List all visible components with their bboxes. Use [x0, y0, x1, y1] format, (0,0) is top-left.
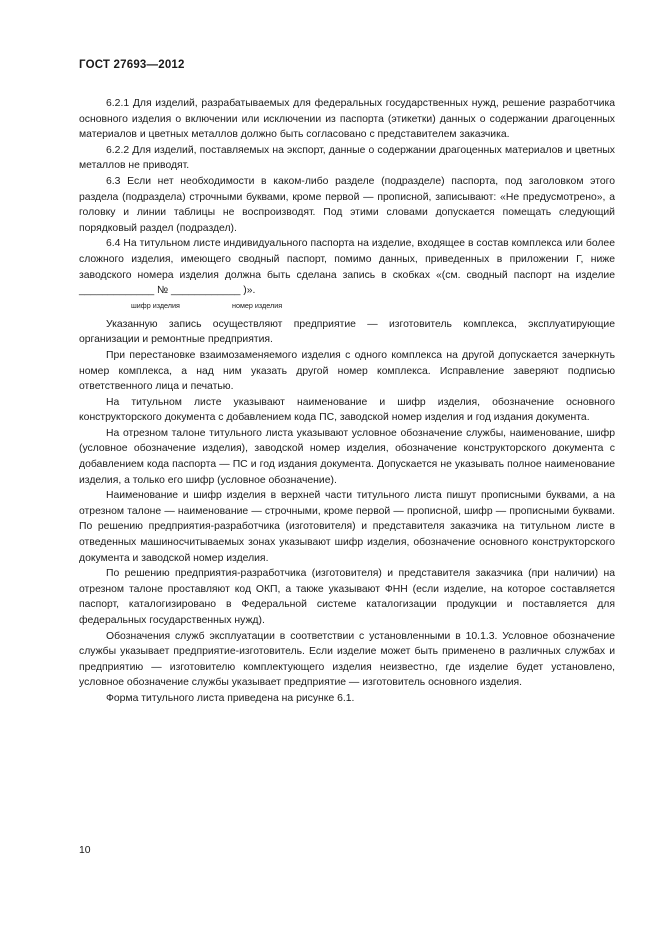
- caption-number: номер изделия: [232, 300, 283, 310]
- field-captions: [79, 300, 615, 313]
- paragraph: На отрезном талоне титульного листа указывают условное обозначение службы, наименование, шифр (условное обозначение изделия), заводской номер изделия, обозначение конструкторского документа с добавлением кода паспорта — ПС и год издания документа. Допускается не указывать полное наименование изделия, а только его шифр (условное обозначение).: [79, 427, 615, 486]
- paragraph: Обозначения служб эксплуатации в соответствии с установленными в 10.1.3. Условное обозначение службы указывает предприятие-изготовитель. Если изделие может быть применено в различных службах и предприятию — изготовителю комплектующего изделия неизвестно, где изделие будет установлено, условное обозначение службы указывает предприятие — изготовитель основного изделия.: [79, 630, 615, 689]
- document-body: [79, 96, 615, 707]
- paragraph: Форма титульного листа приведена на рисунке 6.1.: [106, 692, 355, 704]
- paragraph: Указанную запись осуществляют предприятие — изготовитель комплекса, эксплуатирующие организации и ремонтные предприятия.: [79, 318, 615, 346]
- page-number: 10: [79, 845, 91, 856]
- paragraph: На титульном листе указывают наименование и шифр изделия, обозначение основного конструкторского документа с добавлением кода ПС, заводской номер изделия и год издания документа.: [79, 396, 615, 424]
- paragraph-6-3: 6.3 Если нет необходимости в каком-либо разделе (подразделе) паспорта, под заголовком этого раздела (подраздела) строчными буквами, кроме первой — прописной, записывают: «Не предусмотрено», а головку и линии таблицы не воспроизводят. Под этими словами допускается помещать следующий порядковый раздел (подраздел).: [79, 175, 615, 234]
- paragraph-6-2-1: 6.2.1 Для изделий, разрабатываемых для федеральных государственных нужд, решение разработчика основного изделия о включении или исключении из паспорта (этикетки) данных о содержании драгоценных материалов и цветных металлов должно быть согласовано с представителем заказчика.: [79, 98, 615, 141]
- caption-cipher: шифр изделия: [131, 300, 180, 310]
- paragraph: При перестановке взаимозаменяемого изделия с одного комплекса на другой допускается зачеркнуть номер комплекса, а над ним указать другой номер комплекса. Исправление заверяют подписью ответственного лица и печатью.: [79, 349, 615, 393]
- paragraph: Наименование и шифр изделия в верхней части титульного листа пишут прописными буквами, а на отрезном талоне — наименование — строчными, кроме первой — прописной, шифр — прописными буквами. По решению предприятия-разработчика (изготовителя) и представителя заказчика на титульном листе в отведенных машиносчитываемых зонах указывают шифр изделия, обозначение основного конструкторского документа и заводской номер изделия.: [79, 490, 615, 564]
- paragraph: По решению предприятия-разработчика (изготовителя) и представителя заказчика (при наличии) на отрезном талоне проставляют код ОКП, а также указывают ФНН (если изделие, на которое составляется паспорт, каталогизировано в Федеральной системе каталогизации продукции и поставляется для федеральных государственных нужд).: [79, 568, 615, 626]
- paragraph-6-4: 6.4 На титульном листе индивидуального паспорта на изделие, входящее в состав комплекса или более сложного изделия, имеющего сводный паспорт, помимо данных, приведенных в приложении Г, ниже заводского номера изделия должна быть сделана запись в скобках «(см. сводный паспорт на изделие _____________ № ____________ )».: [79, 238, 615, 297]
- document-header: ГОСТ 27693—2012: [79, 59, 185, 71]
- paragraph-6-2-2: 6.2.2 Для изделий, поставляемых на экспорт, данные о содержании драгоценных материалов и цветных металлов не приводят.: [79, 144, 615, 172]
